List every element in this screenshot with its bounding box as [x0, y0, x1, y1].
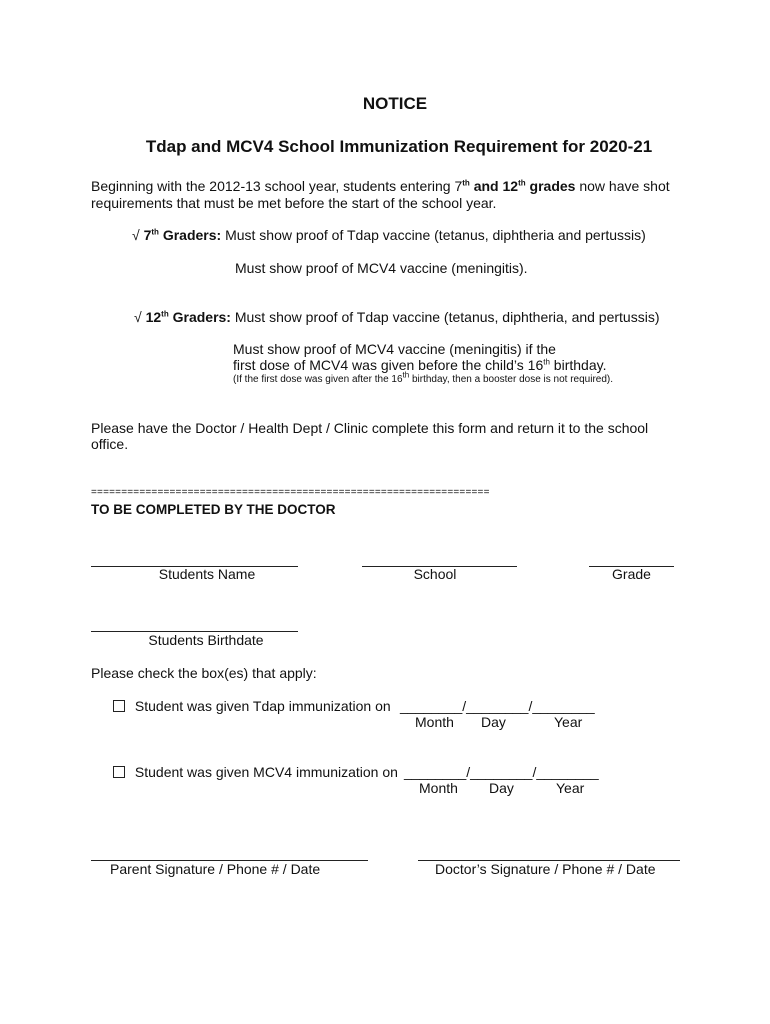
intro-text-1: Beginning with the 2012-13 school year, students entering 7 [91, 178, 463, 194]
grade12-req2b-pre: first dose of MCV4 was given before the child’s 16 [233, 357, 544, 373]
tdap-checkbox[interactable] [113, 700, 125, 712]
grade12-note-pre: (If the first dose was given after the 16 [233, 374, 403, 385]
tdap-date-field[interactable]: ________/________/________ [400, 698, 595, 714]
intro-line-1 [91, 178, 670, 194]
doctor-section-heading: TO BE COMPLETED BY THE DOCTOR [91, 502, 336, 517]
grade12-requirement-2a: Must show proof of MCV4 vaccine (meningitis) if the [233, 341, 556, 357]
grade7-label: Graders: [158, 227, 222, 243]
instructions-line-1: Please have the Doctor / Health Dept / Clinic complete this form and return it to the school [91, 420, 649, 436]
grade12-note [233, 370, 614, 385]
section-divider: ================================================================== [91, 487, 490, 498]
mcv4-date-field[interactable]: ________/________/________ [404, 764, 599, 780]
grade12-sup: th [161, 309, 169, 319]
mcv4-checkbox[interactable] [113, 766, 125, 778]
intro-text-3: grades [525, 178, 576, 194]
mcv4-month-label: Month [419, 780, 458, 796]
check-mark-icon: √ [134, 309, 142, 325]
grade12-num: 12 [145, 309, 162, 325]
intro-text-4: now have shot [575, 178, 670, 194]
mcv4-year-label: Year [556, 780, 585, 796]
grade-label: Grade [612, 566, 651, 582]
students-name-label: Students Name [158, 566, 256, 582]
grade7-requirement-1 [132, 227, 646, 243]
instructions-line-2: office. [91, 436, 129, 452]
grade12-tdap-text: Must show proof of Tdap vaccine (tetanus, diphtheria, and pertussis) [230, 309, 660, 325]
parent-signature-label: Parent Signature / Phone # / Date [110, 861, 321, 877]
grade7-sup: th [151, 227, 159, 237]
tdap-day-label: Day [481, 714, 506, 730]
check-mark-icon: √ [132, 227, 140, 243]
mcv4-day-label: Day [489, 780, 514, 796]
intro-line-2: requirements that must be met before the start of the school year. [91, 195, 497, 211]
grade12-label: Graders: [168, 309, 231, 325]
grade12-requirement-2b [233, 357, 606, 373]
grade7-num: 7 [143, 227, 152, 243]
check-prompt: Please check the box(es) that apply: [91, 665, 317, 681]
grade12-requirement-1 [134, 309, 660, 325]
doctor-signature-label: Doctor’s Signature / Phone # / Date [435, 861, 656, 877]
grade7-tdap-text: Must show proof of Tdap vaccine (tetanus, diphtheria and pertussis) [221, 227, 646, 243]
tdap-year-label: Year [554, 714, 583, 730]
tdap-month-label: Month [415, 714, 454, 730]
tdap-row [113, 698, 391, 714]
grade12-req2b-post: birthday. [549, 357, 607, 373]
intro-sup-1: th [462, 178, 470, 188]
grade12-req2b-sup: th [543, 357, 550, 367]
tdap-label: Student was given Tdap immunization on [134, 698, 391, 714]
notice-heading: NOTICE [362, 94, 428, 113]
mcv4-row [113, 764, 398, 780]
page-title: Tdap and MCV4 School Immunization Requirement for 2020-21 [145, 137, 653, 156]
mcv4-label: Student was given MCV4 immunization on [134, 764, 398, 780]
grade12-note-sup: th [402, 370, 410, 380]
grade7-requirement-2: Must show proof of MCV4 vaccine (meningitis). [235, 260, 528, 276]
intro-sup-2: th [518, 178, 526, 188]
intro-text-2: and 12 [469, 178, 519, 194]
grade12-note-post: birthday, then a booster dose is not required). [409, 374, 614, 385]
birthdate-label: Students Birthdate [148, 632, 264, 648]
school-label: School [413, 566, 457, 582]
